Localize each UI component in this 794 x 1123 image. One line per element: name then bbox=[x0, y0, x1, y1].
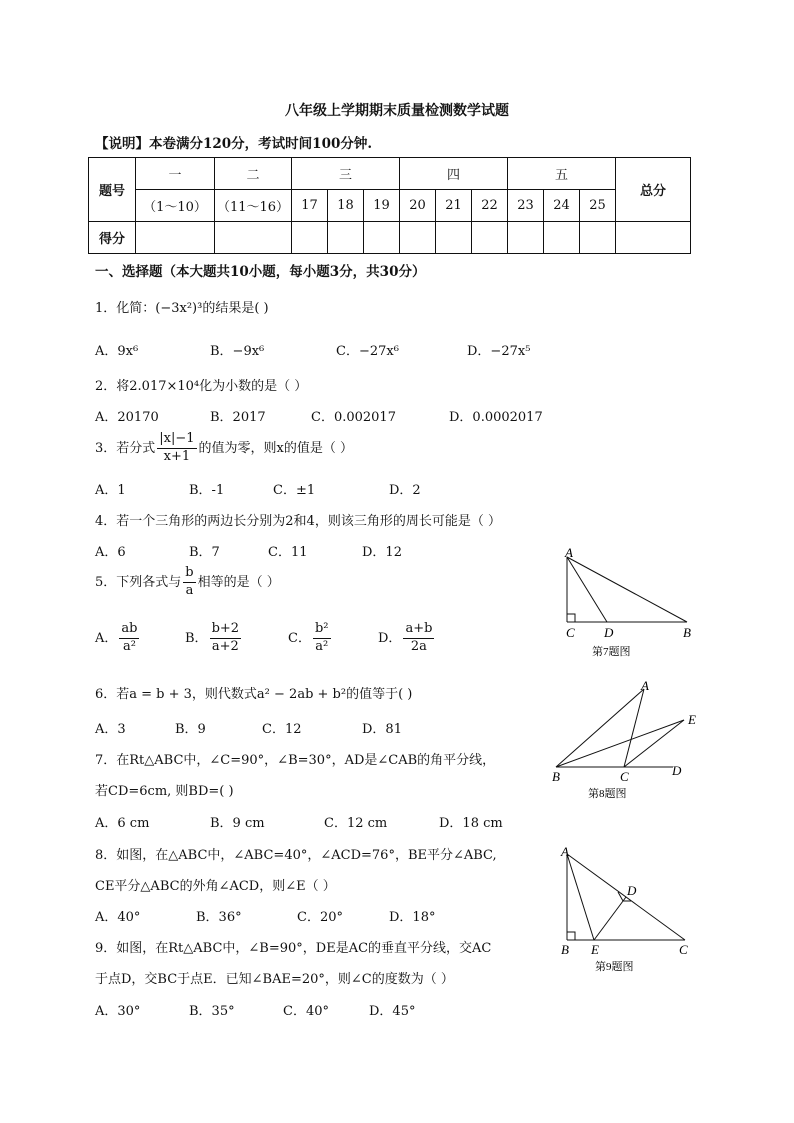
fig9-label-d: D bbox=[627, 883, 637, 898]
q2-option-c[interactable]: C．0.002017 bbox=[311, 410, 396, 425]
question-9: 9．如图，在Rt△ABC中，∠B=90°，DE是AC的垂直平分线，交AC bbox=[95, 941, 492, 956]
q5-a-den: a² bbox=[122, 638, 136, 654]
score-cell[interactable] bbox=[508, 222, 544, 254]
question-8: 8．如图，在△ABC中，∠ABC=40°，∠ACD=76°，BE平分∠ABC, bbox=[95, 848, 497, 863]
score-cell[interactable] bbox=[364, 222, 400, 254]
page-title: 八年级上学期期末质量检测数学试题 bbox=[285, 103, 509, 119]
fig7-side-ab bbox=[567, 557, 687, 622]
q3-option-c[interactable]: C．±1 bbox=[273, 483, 316, 498]
q5-d-den: 2a bbox=[410, 638, 427, 654]
question-5 bbox=[95, 566, 280, 599]
q3-option-d[interactable]: D．2 bbox=[389, 483, 421, 498]
q5-b-label: B． bbox=[185, 630, 208, 646]
q3-frac-den: x+1 bbox=[163, 448, 191, 464]
fig8-bisector-be bbox=[556, 720, 684, 767]
group-3: 三 bbox=[292, 158, 400, 190]
q5-d-num: a+b bbox=[403, 622, 434, 639]
sub-header: （1～10） bbox=[136, 190, 215, 222]
q5-b-den: a+2 bbox=[211, 638, 239, 654]
q5-b-fraction bbox=[210, 622, 242, 655]
score-cell[interactable] bbox=[544, 222, 580, 254]
q7-option-d[interactable]: D．18 cm bbox=[439, 816, 503, 831]
total-header: 总分 bbox=[616, 158, 691, 222]
fig9-segment-ed bbox=[594, 897, 626, 940]
q5-b-num: b+2 bbox=[210, 622, 242, 639]
q5-c-num: b² bbox=[313, 622, 331, 639]
figure-9 bbox=[555, 842, 715, 977]
q1-option-d[interactable]: D．−27x⁵ bbox=[467, 344, 531, 359]
q1-stem-pre: 1．化简： bbox=[95, 301, 156, 316]
q9-option-b[interactable]: B．35° bbox=[189, 1004, 235, 1019]
q5-stem-pre: 5．下列各式与 bbox=[95, 574, 182, 590]
sub-header: 19 bbox=[364, 190, 400, 222]
score-cell[interactable] bbox=[328, 222, 364, 254]
sub-header: 24 bbox=[544, 190, 580, 222]
sub-header: 20 bbox=[400, 190, 436, 222]
fig7-right-angle bbox=[567, 614, 575, 622]
q3-frac-num: |x|−1 bbox=[157, 432, 196, 449]
q1-option-b[interactable]: B．−9x⁶ bbox=[210, 344, 265, 359]
fig9-right-angle-b bbox=[567, 932, 575, 940]
score-table bbox=[88, 157, 691, 254]
group-5: 五 bbox=[508, 158, 616, 190]
question-7-line2: 若CD=6cm, 则BD=( ) bbox=[95, 784, 234, 799]
fig8-label-d: D bbox=[672, 763, 682, 778]
fig7-caption: 第7题图 bbox=[592, 646, 631, 658]
sub-header: 25 bbox=[580, 190, 616, 222]
score-cell[interactable] bbox=[436, 222, 472, 254]
q5-option-a[interactable] bbox=[95, 622, 141, 655]
q7-option-c[interactable]: C．12 cm bbox=[324, 816, 388, 831]
q6-option-c[interactable]: C．12 bbox=[262, 722, 302, 737]
q5-option-c[interactable] bbox=[288, 622, 333, 655]
q5-frac-den: a bbox=[185, 582, 194, 598]
q7-option-b[interactable]: B．9 cm bbox=[210, 816, 265, 831]
q5-a-fraction bbox=[119, 622, 139, 655]
fig9-label-b: B bbox=[561, 942, 569, 957]
q3-option-a[interactable]: A．1 bbox=[95, 483, 126, 498]
q5-frac-num: b bbox=[183, 566, 195, 583]
fig7-label-c: C bbox=[566, 625, 575, 640]
fig9-label-e: E bbox=[591, 942, 599, 957]
q3-fraction bbox=[157, 432, 196, 465]
q4-option-b[interactable]: B．7 bbox=[189, 545, 220, 560]
sub-header: 23 bbox=[508, 190, 544, 222]
q9-option-a[interactable]: A．30° bbox=[95, 1004, 141, 1019]
question-1 bbox=[95, 302, 269, 315]
fig7-label-a: A bbox=[565, 545, 573, 560]
question-4: 4．若一个三角形的两边长分别为2和4，则该三角形的周长可能是（ ） bbox=[95, 514, 501, 529]
q4-option-a[interactable]: A．6 bbox=[95, 545, 126, 560]
q9-option-d[interactable]: D．45° bbox=[369, 1004, 416, 1019]
q4-option-c[interactable]: C．11 bbox=[268, 545, 308, 560]
fig7-bisector-ad bbox=[567, 557, 607, 622]
q5-fraction bbox=[183, 566, 195, 599]
q5-d-label: D． bbox=[378, 630, 402, 646]
q5-option-b[interactable] bbox=[185, 622, 243, 655]
fig9-label-c: C bbox=[679, 942, 688, 957]
question-8-line2: CE平分△ABC的外角∠ACD，则∠E（ ） bbox=[95, 879, 336, 894]
question-7: 7．在Rt△ABC中，∠C=90°，∠B=30°，AD是∠CAB的角平分线， bbox=[95, 753, 496, 768]
row-label-score: 得分 bbox=[89, 222, 136, 254]
q5-d-fraction bbox=[403, 622, 434, 655]
fig7-label-d: D bbox=[604, 625, 614, 640]
q8-option-d[interactable]: D．18° bbox=[389, 910, 436, 925]
q8-option-c[interactable]: C．20° bbox=[297, 910, 343, 925]
score-cell[interactable] bbox=[580, 222, 616, 254]
q1-expr: (−3x²)³ bbox=[155, 301, 203, 316]
q3-stem-pre: 3．若分式 bbox=[95, 440, 156, 456]
score-cell[interactable] bbox=[616, 222, 691, 254]
q8-option-a[interactable]: A．40° bbox=[95, 910, 141, 925]
fig9-caption: 第9题图 bbox=[595, 961, 634, 973]
score-cell[interactable] bbox=[292, 222, 328, 254]
fig8-label-e: E bbox=[688, 712, 696, 727]
question-6: 6．若a = b + 3，则代数式a² − 2ab + b²的值等于( ) bbox=[95, 687, 413, 702]
exam-note: 【说明】本卷满分120分，考试时间100分钟. bbox=[95, 136, 373, 152]
q7-option-a[interactable]: A．6 cm bbox=[95, 816, 150, 831]
q2-option-b[interactable]: B．2017 bbox=[210, 410, 266, 425]
q2-option-d[interactable]: D．0.0002017 bbox=[449, 410, 543, 425]
q1-option-a[interactable]: A．9x⁶ bbox=[95, 344, 139, 359]
fig9-segment-ae bbox=[567, 854, 594, 940]
fig8-label-c: C bbox=[620, 769, 629, 784]
q1-option-c[interactable]: C．−27x⁶ bbox=[336, 344, 399, 359]
q6-option-d[interactable]: D．81 bbox=[362, 722, 402, 737]
fig9-label-a: A bbox=[561, 844, 569, 859]
sub-header: 17 bbox=[292, 190, 328, 222]
q2-option-a[interactable]: A．20170 bbox=[95, 410, 159, 425]
q5-c-den: a² bbox=[315, 638, 329, 654]
fig8-caption: 第8题图 bbox=[588, 788, 627, 800]
score-cell[interactable] bbox=[400, 222, 436, 254]
q5-stem-post: 相等的是（ ） bbox=[197, 574, 280, 590]
sub-header: （11～16） bbox=[215, 190, 292, 222]
q5-a-num: ab bbox=[119, 622, 139, 639]
group-4: 四 bbox=[400, 158, 508, 190]
score-cell[interactable] bbox=[136, 222, 215, 254]
q4-option-d[interactable]: D．12 bbox=[362, 545, 402, 560]
q8-option-b[interactable]: B．36° bbox=[196, 910, 242, 925]
q5-c-fraction bbox=[313, 622, 331, 655]
q6-option-a[interactable]: A．3 bbox=[95, 722, 126, 737]
fig8-side-ac bbox=[624, 689, 644, 767]
fig8-label-b: B bbox=[552, 769, 560, 784]
row-label-number: 题号 bbox=[89, 158, 136, 222]
question-9-line2: 于点D，交BC于点E．已知∠BAE=20°，则∠C的度数为（ ） bbox=[95, 972, 454, 987]
q3-stem-post: 的值为零，则x的值是（ ） bbox=[198, 440, 354, 456]
q5-option-d[interactable] bbox=[378, 622, 436, 655]
question-2: 2．将2.017×10⁴化为小数的是（ ） bbox=[95, 379, 308, 394]
sub-header: 18 bbox=[328, 190, 364, 222]
question-3 bbox=[95, 432, 353, 465]
q6-option-b[interactable]: B．9 bbox=[175, 722, 206, 737]
fig8-bisector-ce bbox=[624, 720, 684, 767]
q5-a-label: A． bbox=[95, 630, 118, 646]
figure-8 bbox=[548, 680, 708, 802]
section-heading: 一、选择题（本大题共10小题，每小题3分，共30分） bbox=[95, 264, 426, 280]
fig7-label-b: B bbox=[683, 625, 691, 640]
q5-c-label: C． bbox=[288, 630, 311, 646]
fig8-label-a: A bbox=[641, 680, 649, 693]
q1-stem-post: 的结果是( ) bbox=[202, 301, 269, 316]
group-1: 一 bbox=[136, 158, 215, 190]
figure-7 bbox=[555, 545, 715, 660]
q9-option-c[interactable]: C．40° bbox=[283, 1004, 329, 1019]
score-cell[interactable] bbox=[215, 222, 292, 254]
fig8-side-ba bbox=[556, 689, 644, 767]
group-2: 二 bbox=[215, 158, 292, 190]
sub-header: 22 bbox=[472, 190, 508, 222]
score-cell[interactable] bbox=[472, 222, 508, 254]
sub-header: 21 bbox=[436, 190, 472, 222]
q3-option-b[interactable]: B．-1 bbox=[189, 483, 225, 498]
